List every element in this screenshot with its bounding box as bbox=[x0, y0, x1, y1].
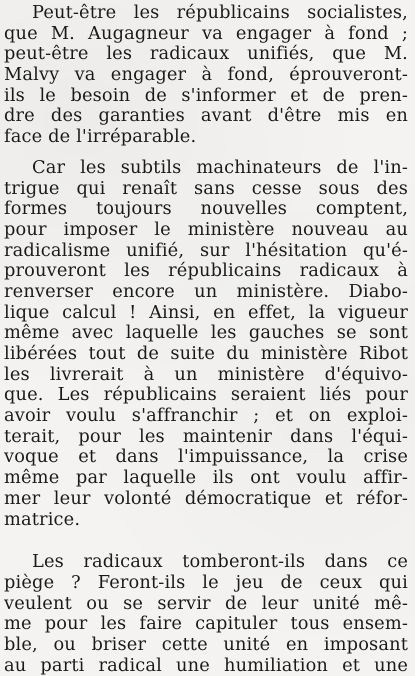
text-line: mer leur volonté démocratique et réfor- bbox=[4, 487, 408, 509]
text-line: radicalisme unifié, sur l'hésitation qu'é- bbox=[4, 239, 408, 261]
text-line: formes toujours nouvelles comptent, bbox=[4, 198, 408, 220]
text-line: face de l'irréparable. bbox=[4, 126, 197, 148]
text-line: Les radicaux tomberont-ils dans ce bbox=[32, 551, 408, 573]
text-line: piège ? Feront-ils le jeu de ceux qui bbox=[4, 571, 408, 593]
text-line: les livrerait à un ministère d'équivo- bbox=[4, 363, 408, 385]
text-line: trigue qui renaît sans cesse sous des bbox=[4, 177, 408, 199]
text-line: avoir voulu s'affranchir ; et on exploi- bbox=[4, 405, 408, 427]
paragraph-1 bbox=[4, 3, 408, 148]
text-line: ils le besoin de s'informer et de pren- bbox=[4, 84, 408, 106]
paragraph-3 bbox=[4, 552, 408, 676]
text-line: pour imposer le ministère nouveau au bbox=[4, 218, 408, 240]
text-line: au parti radical une humiliation et une bbox=[4, 654, 408, 676]
text-line: même avec laquelle les gauches se sont bbox=[4, 322, 408, 344]
text-line: que M. Augagneur va engager à fond ; bbox=[4, 22, 408, 44]
text-line: terait, pour les maintenir dans l'équi- bbox=[4, 425, 408, 447]
text-line: Car les subtils machinateurs de l'in- bbox=[32, 156, 408, 178]
paragraph-spacer bbox=[4, 530, 408, 552]
paragraph-2 bbox=[4, 158, 408, 530]
text-line: prouveront les républicains radicaux à bbox=[4, 260, 408, 282]
article-column bbox=[4, 3, 408, 676]
text-line: matrice. bbox=[4, 508, 81, 530]
text-line: dre des garanties avant d'être mis en bbox=[4, 105, 408, 127]
text-line: Malvy va engager à fond, éprouveront- bbox=[4, 64, 408, 86]
text-line: me pour les faire capituler tous ensem- bbox=[4, 613, 408, 635]
text-line: libérées tout de suite du ministère Ribot bbox=[4, 343, 408, 364]
text-line: ble, ou briser cette unité en imposant bbox=[4, 633, 408, 655]
text-line: renverser encore un ministère. Diabo- bbox=[4, 280, 408, 302]
text-line: voque et dans l'impuissance, la crise bbox=[4, 446, 408, 468]
text-line: que. Les républicains seraient liés pour bbox=[4, 384, 408, 406]
text-line: veulent ou se servir de leur unité mê- bbox=[4, 592, 408, 614]
text-line: même par laquelle ils ont voulu affir- bbox=[4, 467, 408, 489]
text-line: lique calcul ! Ainsi, en effet, la vigueur bbox=[4, 301, 408, 323]
text-line: peut-être les radicaux unifiés, que M. bbox=[4, 43, 408, 65]
text-line: Peut-être les républicains socialistes, bbox=[32, 2, 408, 23]
